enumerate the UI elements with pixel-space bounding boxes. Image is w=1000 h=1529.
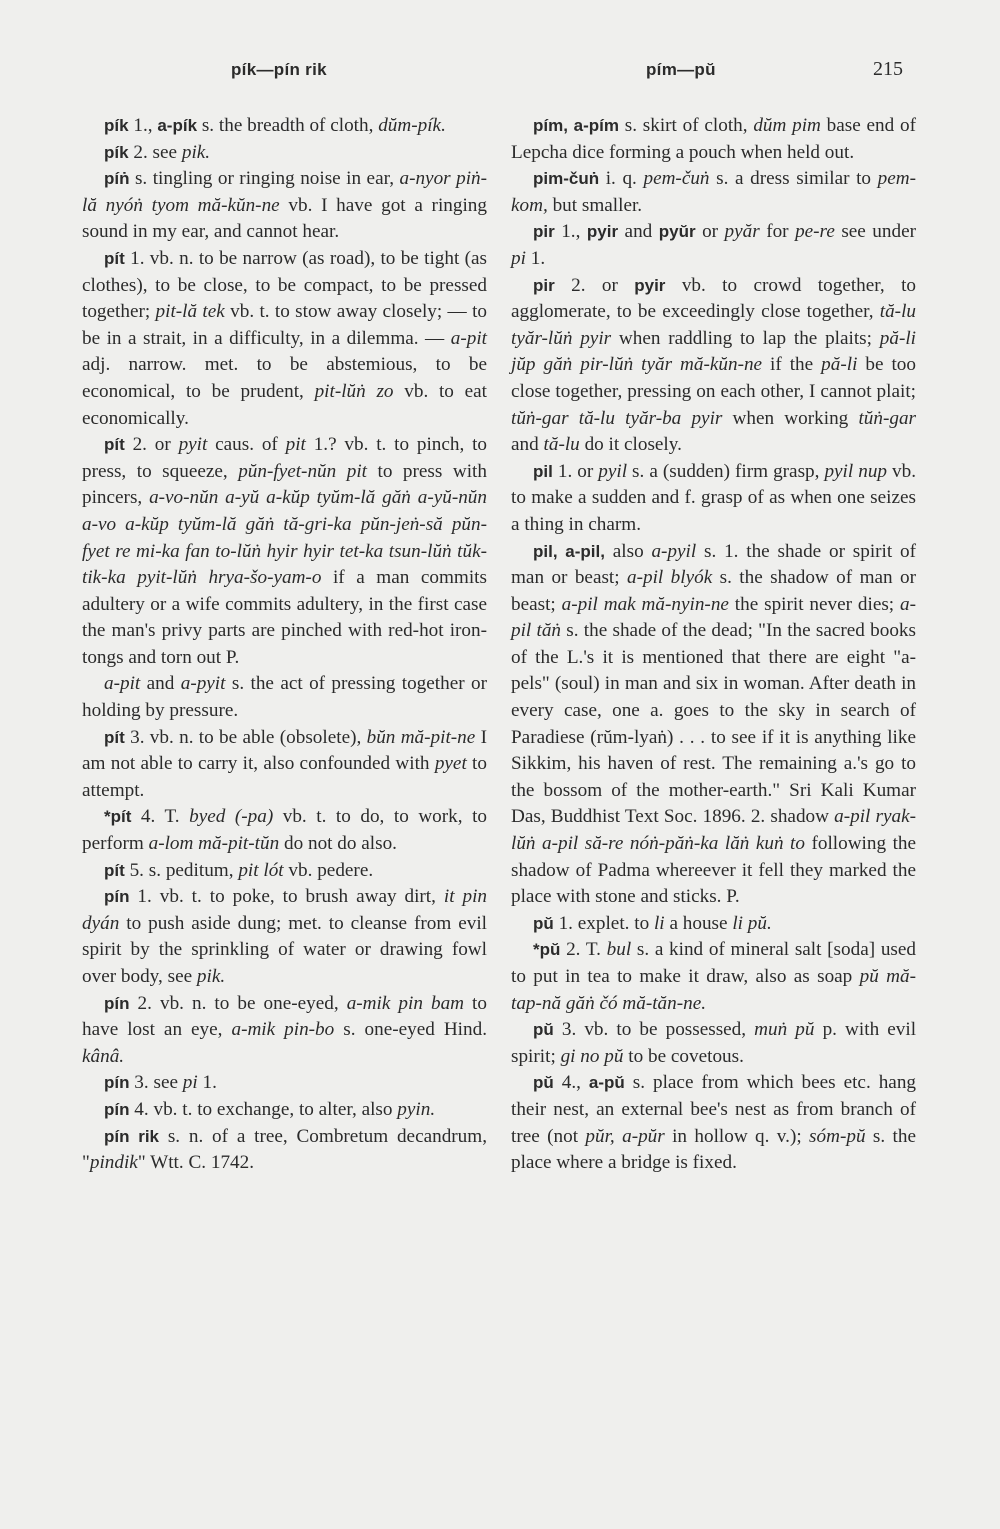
lepcha-term: bŭn mă-pit-ne <box>366 726 476 748</box>
definition-text: 3. see <box>129 1072 183 1094</box>
dictionary-entry <box>82 725 487 805</box>
headword: pyir <box>586 222 619 242</box>
lepcha-term: dŭm pim <box>753 115 821 136</box>
lepcha-term: li pŭ. <box>732 912 772 934</box>
lepcha-term: a-nyor piṅ-lă nyóṅ tyom mă-kŭn-ne <box>82 168 488 216</box>
lepcha-term: pi <box>182 1072 198 1094</box>
definition-text: p. with evil spirit; <box>511 1019 917 1067</box>
lepcha-term: bul <box>606 939 632 961</box>
definition-text: be too close together, pressing on each other, I cannot plait; <box>511 354 916 402</box>
headword: pín <box>104 993 130 1013</box>
definition-text: 2. or <box>124 434 179 456</box>
definition-text: s. a kind of mineral salt [soda] used to put in tea to make it draw, also as soap <box>511 939 916 987</box>
dictionary-entry <box>511 273 916 459</box>
headword: pím, a-pím <box>533 116 619 135</box>
definition-text: 3. vb. n. to be able (obsolete), <box>124 726 367 748</box>
definition-text: 1., <box>554 221 587 243</box>
dictionary-entry <box>511 459 916 539</box>
definition-text: 2. see <box>128 141 182 163</box>
lepcha-term: pe-re <box>795 221 835 243</box>
lepcha-term: pem-čuṅ <box>643 168 710 190</box>
definition-text: and <box>140 673 181 695</box>
definition-text: when raddling to lap the plaits; <box>611 327 880 349</box>
headword: pík <box>104 116 129 135</box>
lepcha-term: tŭṅ-gar tă-lu tyăr-ba pyir <box>511 407 723 429</box>
definition-text: to have lost an eye, <box>82 992 487 1041</box>
definition-text: to be covetous. <box>623 1045 744 1067</box>
definition-text: to push aside dung; met. to cleanse from evil spirit by the sprinkling of water or drawing fowl over body, see <box>82 912 487 987</box>
lepcha-term: a-pil blyók <box>627 567 713 589</box>
headword: píṅ <box>104 169 130 189</box>
definition-text: the spirit never dies; <box>728 593 900 615</box>
definition-text: vb. to crowd together, to agglomerate, to be exceedingly close together, <box>511 274 916 323</box>
headword: pík <box>104 142 129 162</box>
headword: pil <box>533 461 553 481</box>
definition-text: 2. T. <box>560 939 607 961</box>
definition-text: also <box>604 540 652 562</box>
definition-text: s. the breadth of cloth, <box>197 115 379 136</box>
lepcha-term: a-pit <box>104 673 141 695</box>
lepcha-term: pyil <box>598 460 628 482</box>
headword: pyŭr <box>658 222 696 242</box>
lepcha-term: pyet <box>434 753 467 775</box>
definition-text: s. place from which bees etc. hang their nest, an external bee's nest as from branch of tree (not <box>511 1072 917 1147</box>
dictionary-entry <box>82 1070 487 1097</box>
lepcha-term: pŭ mă-tap-nă găṅ čó mă-tăn-ne. <box>511 966 916 1014</box>
dictionary-entry <box>82 113 487 140</box>
dictionary-entry <box>511 219 916 272</box>
dictionary-entry <box>82 166 487 246</box>
definition-text: 4., <box>553 1072 589 1094</box>
right-column <box>511 113 916 1177</box>
definition-text: s. a dress similar to <box>709 168 878 190</box>
definition-text: 1. vb. t. to poke, to brush away dirt, <box>129 886 444 908</box>
dictionary-entry <box>511 1017 916 1070</box>
definition-text: vb. t. to do, to work, to perform <box>82 806 487 855</box>
lepcha-term: a-pyit <box>180 673 226 695</box>
dictionary-entry <box>82 858 487 885</box>
lepcha-term: kânâ. <box>82 1045 125 1067</box>
definition-text: 1. vb. n. to be narrow (as road), to be tight (as clothes), to be close, to be compact, to be pressed together; <box>82 247 487 323</box>
dictionary-entry <box>82 140 487 167</box>
dictionary-entry <box>511 166 916 219</box>
definition-text: 4. vb. t. to exchange, to alter, also <box>129 1098 398 1120</box>
lepcha-term: gi no pŭ <box>560 1045 624 1067</box>
dictionary-entry <box>82 246 487 432</box>
lepcha-term: a-pit <box>450 327 487 349</box>
dictionary-entry <box>82 432 487 671</box>
headword: pít <box>104 727 125 747</box>
definition-text: caus. of <box>207 434 286 456</box>
definition-text: s. 1. the shade or spirit of man or beast; <box>511 540 916 589</box>
definition-text: 1. <box>525 247 546 269</box>
definition-text: 5. s. peditum, <box>124 859 239 881</box>
dictionary-entry <box>82 1097 487 1124</box>
definition-text: s. the shadow of man or beast; <box>511 567 917 615</box>
definition-text: 3. vb. to be possessed, <box>553 1019 755 1041</box>
lepcha-term: tă-lu tyăr-lŭṅ pyir <box>511 301 916 349</box>
dictionary-entry <box>82 884 487 990</box>
headword: *pŭ <box>533 940 561 960</box>
definition-text: see under <box>834 221 916 243</box>
headword: pir <box>533 222 555 242</box>
definition-text: adj. narrow. met. to be abstemious, to be economical, to be prudent, <box>82 354 487 402</box>
lepcha-term: pă-li <box>821 354 858 376</box>
dictionary-entry <box>511 937 916 1017</box>
lepcha-term: pyin. <box>397 1098 436 1120</box>
definition-text: 1. <box>197 1072 217 1094</box>
running-header-right: pím—pŭ <box>646 60 716 79</box>
lepcha-term: a-pyil <box>651 540 697 562</box>
lepcha-term: pyil nup <box>824 460 888 482</box>
dictionary-entry <box>511 539 916 911</box>
headword: pŭ <box>533 913 554 933</box>
definition-text: vb. pedere. <box>283 859 374 881</box>
lepcha-term: it pin dyán <box>82 886 487 934</box>
lepcha-term: pit-lŭṅ zo <box>314 380 394 402</box>
lepcha-term: a-mik pin bam <box>346 992 465 1014</box>
definition-text: 1.? vb. t. to pinch, to press, to squeeze, <box>82 434 487 482</box>
definition-text: do not do also. <box>279 833 397 855</box>
lepcha-term: li <box>653 912 665 934</box>
dictionary-entry <box>511 1070 916 1176</box>
definition-text: following the shadow of Padma whereever it fell they marked the place with stone and sticks. P. <box>511 833 917 908</box>
headword: pil, a-pil, <box>533 541 605 561</box>
definition-text: base end of Lepcha dice forming a pouch when held out. <box>511 115 916 163</box>
dictionary-entry <box>82 671 487 724</box>
definition-text: s. the place where a bridge is fixed. <box>511 1125 916 1174</box>
headword: a-pík <box>157 116 198 135</box>
lepcha-term: pyăr <box>724 221 760 243</box>
headword: pŭ <box>533 1073 554 1093</box>
running-header-left: pík—pín rik <box>231 60 327 79</box>
dictionary-entry <box>82 804 487 857</box>
headword: pŭ <box>533 1020 554 1040</box>
headword: pim-čuṅ <box>533 169 600 189</box>
definition-text: a house <box>664 912 733 934</box>
lepcha-term: tă-lu <box>543 434 580 456</box>
lepcha-term: pit lót <box>238 859 284 881</box>
definition-text: and <box>511 434 544 456</box>
definition-text: 4. T. <box>131 806 190 828</box>
headword: pín rik <box>104 1126 160 1146</box>
dictionary-entry <box>82 991 487 1071</box>
lepcha-term: pik. <box>196 966 226 987</box>
left-column <box>82 113 487 1177</box>
lepcha-term: pŭr, a-pŭr <box>585 1125 665 1147</box>
definition-text: or <box>695 221 725 243</box>
lepcha-term: pit <box>285 434 306 456</box>
headword: pir <box>533 275 555 295</box>
definition-text: 1. or <box>552 460 599 482</box>
lepcha-term: a-lom mă-pit-tŭn <box>148 833 280 855</box>
lepcha-term: sóm-pŭ <box>809 1125 866 1147</box>
lepcha-term: pem-kom, <box>511 168 916 216</box>
headword: *pít <box>104 807 132 827</box>
lepcha-term: pindik <box>89 1152 138 1174</box>
headword: pín <box>104 887 130 907</box>
lepcha-term: pit-lă tek <box>155 301 225 323</box>
definition-text: do it closely. <box>579 434 682 456</box>
definition-text: to press with pincers, <box>82 460 487 509</box>
lepcha-term: a-mik pin-bo <box>231 1019 335 1041</box>
definition-text: to attempt. <box>82 753 487 801</box>
headword: pít <box>104 248 125 268</box>
page-number: 215 <box>873 58 903 80</box>
definition-text: for <box>759 221 796 243</box>
definition-text: s. the shade of the dead; "In the sacred books of the L.'s it is mentioned that there are eight "a-pels" (soul) in man and six in woman. After death in every case, one a. goes to the sky in search of Paradiese (rŭm-lyaṅ) . . . to see if it is anything like Sikkim, his haven of rest. The remaining a.'s go to the bossom of the mother-earth." Sri Kali Kumar Das, Buddhist Text Soc. 1896. 2. shadow <box>511 620 916 828</box>
headword: a-pŭ <box>588 1073 625 1093</box>
lepcha-term: tŭṅ-gar <box>858 407 917 429</box>
lepcha-term: a-pil tăṅ <box>511 593 916 642</box>
definition-text: vb. I have got a ringing sound in my ear, and cannot hear. <box>82 194 487 243</box>
definition-text: vb. t. to stow away closely; — to be in a strait, in a difficulty, in a dilemma. — <box>82 301 487 349</box>
lepcha-term: a-pil mak mă-nyin-ne <box>561 593 729 615</box>
lepcha-term: pyit <box>178 434 208 456</box>
definition-text: s. the act of pressing together or holding by pressure. <box>82 673 487 722</box>
dictionary-entry <box>511 113 916 166</box>
definition-text: in hollow q. v.); <box>664 1125 810 1147</box>
headword: pín <box>104 1099 130 1119</box>
definition-text: but smaller. <box>547 194 643 216</box>
lepcha-term: pi <box>511 247 526 269</box>
definition-text: s. one-eyed Hind. <box>334 1019 487 1041</box>
headword: pít <box>104 435 125 455</box>
definition-text: s. n. of a tree, Combretum decandrum, " <box>82 1125 487 1174</box>
definition-text: if the <box>762 354 822 376</box>
definition-text: vb. to make a sudden and f. grasp of as when one seizes a thing in charm. <box>511 460 917 535</box>
definition-text: vb. to eat economically. <box>82 380 487 429</box>
definition-text: s. skirt of cloth, <box>618 115 754 136</box>
dictionary-entry <box>511 911 916 938</box>
lepcha-term: a-pil ryak-lŭṅ a-pil să-re nóṅ-păṅ-ka lăṅ kuṅ to <box>511 806 916 855</box>
definition-text: i. q. <box>599 168 644 190</box>
lepcha-term: pik. <box>181 141 211 163</box>
definition-text: 1. explet. to <box>553 912 654 934</box>
lepcha-term: a-vo-nŭn a-yŭ a-kŭp tyŭm-lă găṅ a-yŭ-nŭn a-vo a-kŭp tyŭm-lă găṅ tă-gri-ka pŭn-jeṅ-să pŭn-fyet re mi-ka fan to-lŭṅ hyir hyir tet-ka tsun-lŭṅ tŭk-tik-ka pyit-lŭṅ hrya-šo-yam-o <box>82 487 487 589</box>
definition-text: 2. or <box>554 274 635 296</box>
headword: pít <box>104 860 125 880</box>
lepcha-term: dŭm-pík. <box>378 115 446 136</box>
definition-text: s. a (sudden) firm grasp, <box>627 460 825 482</box>
headword: pyir <box>634 275 666 295</box>
definition-text: I am not able to carry it, also confounded with <box>82 726 488 775</box>
definition-text: when working <box>722 407 859 429</box>
lepcha-term: pă-li jŭp găṅ pir-lŭṅ tyăr mă-kŭn-ne <box>511 327 916 376</box>
definition-text: " Wtt. C. 1742. <box>137 1152 255 1174</box>
lepcha-term: muṅ pŭ <box>754 1019 815 1041</box>
definition-text: if a man commits adultery or a wife commits adultery, in the first case the man's privy parts are pinched with red-hot iron-tongs and torn out P. <box>82 567 487 668</box>
definition-text: and <box>618 221 659 243</box>
headword: pín <box>104 1073 130 1093</box>
definition-text: s. tingling or ringing noise in ear, <box>129 168 400 190</box>
dictionary-entry <box>82 1124 487 1177</box>
definition-text: 2. vb. n. to be one-eyed, <box>129 992 347 1014</box>
definition-text: 1., <box>128 115 158 136</box>
lepcha-term: pŭn-fyet-nŭn pit <box>238 460 367 482</box>
lepcha-term: byed (-pa) <box>189 806 274 828</box>
